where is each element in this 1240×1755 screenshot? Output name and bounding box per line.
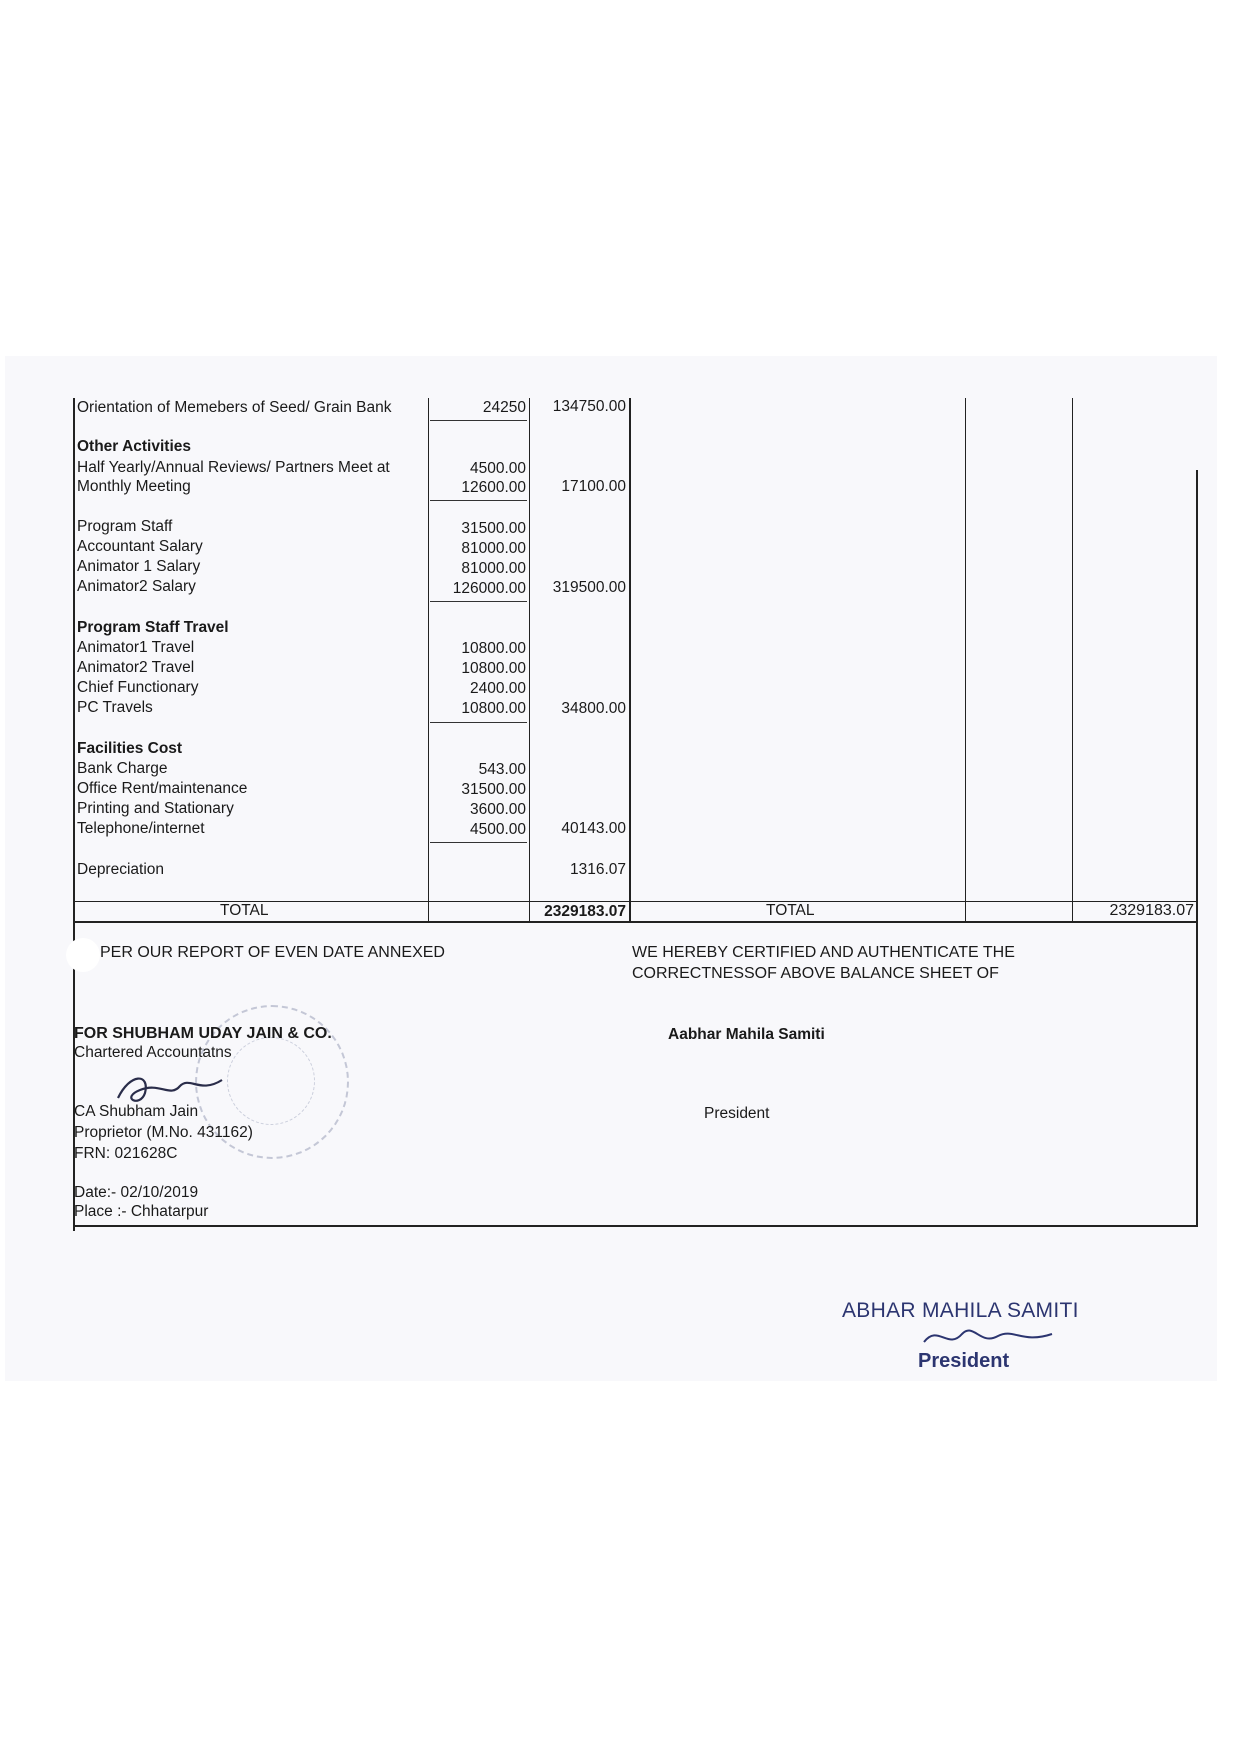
row-label: Accountant Salary <box>77 538 203 555</box>
row-amount: 126000.00 <box>452 580 526 597</box>
frn-number: FRN: 021628C <box>74 1145 178 1162</box>
column-divider-total <box>529 398 530 922</box>
row-total: 40143.00 <box>561 820 626 837</box>
row-label: Animator2 Travel <box>77 659 195 676</box>
row-label: Animator2 Salary <box>77 578 196 595</box>
row-total: 34800.00 <box>561 700 626 717</box>
certify-line-1: WE HEREBY CERTIFIED AND AUTHENTICATE THE <box>632 944 1015 961</box>
row-label: Animator1 Travel <box>77 639 195 656</box>
report-place: Place :- Chhatarpur <box>74 1203 209 1220</box>
row-label: Telephone/internet <box>77 820 205 837</box>
row-total: 319500.00 <box>552 579 626 596</box>
row-total: 1316.07 <box>569 861 626 878</box>
row-label: PC Travels <box>77 699 153 716</box>
row-amount: 81000.00 <box>461 540 526 557</box>
row-label: Program Staff <box>77 518 173 535</box>
section-heading: Facilities Cost <box>77 740 183 757</box>
row-label: Office Rent/maintenance <box>77 780 248 797</box>
row-amount: 4500.00 <box>469 821 526 838</box>
row-label: Animator 1 Salary <box>77 558 201 575</box>
ca-name: CA Shubham Jain <box>74 1103 199 1120</box>
report-note: PER OUR REPORT OF EVEN DATE ANNEXED <box>100 944 445 961</box>
org-stamp-name: ABHAR MAHILA SAMITI <box>842 1299 1079 1322</box>
column-divider-right-total <box>1072 398 1073 922</box>
row-label: Half Yearly/Annual Reviews/ Partners Meet at <box>77 459 390 476</box>
row-amount: 4500.00 <box>469 460 526 477</box>
row-amount: 81000.00 <box>461 560 526 577</box>
row-amount: 10800.00 <box>461 660 526 677</box>
org-stamp-title: President <box>918 1350 1010 1372</box>
subtotal-rule <box>430 420 527 421</box>
row-amount: 3600.00 <box>469 801 526 818</box>
row-label: Chief Functionary <box>77 679 199 696</box>
subtotal-rule <box>430 500 527 501</box>
column-divider-middle <box>629 398 631 922</box>
table-bottom-border <box>73 1225 1198 1227</box>
row-amount: 543.00 <box>478 761 526 778</box>
certify-line-2: CORRECTNESSOF ABOVE BALANCE SHEET OF <box>632 965 999 982</box>
row-total: 134750.00 <box>552 398 626 415</box>
total-label-left: TOTAL <box>220 902 269 919</box>
total-value-left: 2329183.07 <box>544 903 626 920</box>
subtotal-rule <box>430 842 527 843</box>
total-row-bottom-rule <box>73 921 1197 923</box>
row-amount: 24250 <box>482 399 526 416</box>
table-right-border <box>1196 470 1198 1226</box>
president-label: President <box>704 1105 770 1122</box>
section-heading: Program Staff Travel <box>77 619 229 636</box>
row-amount: 2400.00 <box>469 680 526 697</box>
row-amount: 10800.00 <box>461 640 526 657</box>
subtotal-rule <box>430 601 527 602</box>
row-amount: 10800.00 <box>461 700 526 717</box>
row-label: Orientation of Memebers of Seed/ Grain Bank <box>77 399 392 416</box>
row-amount: 31500.00 <box>461 520 526 537</box>
punch-hole <box>66 938 100 972</box>
row-label: Printing and Stationary <box>77 800 234 817</box>
subtotal-rule <box>430 722 527 723</box>
firm-name: FOR SHUBHAM UDAY JAIN & CO. <box>74 1025 332 1042</box>
row-amount: 12600.00 <box>461 479 526 496</box>
total-value-right: 2329183.07 <box>1109 902 1194 919</box>
row-label: Bank Charge <box>77 760 168 777</box>
proprietor-membership: Proprietor (M.No. 431162) <box>74 1124 253 1141</box>
column-divider-right-amount <box>965 398 966 922</box>
total-label-right: TOTAL <box>766 902 815 919</box>
firm-type: Chartered Accountatns <box>74 1044 232 1061</box>
section-heading: Other Activities <box>77 438 191 455</box>
row-label: Depreciation <box>77 861 165 878</box>
row-total: 17100.00 <box>561 478 626 495</box>
row-label: Monthly Meeting <box>77 478 191 495</box>
column-divider-amount <box>428 398 429 922</box>
organization-name: Aabhar Mahila Samiti <box>668 1026 825 1043</box>
row-amount: 31500.00 <box>461 781 526 798</box>
report-date: Date:- 02/10/2019 <box>74 1184 199 1201</box>
